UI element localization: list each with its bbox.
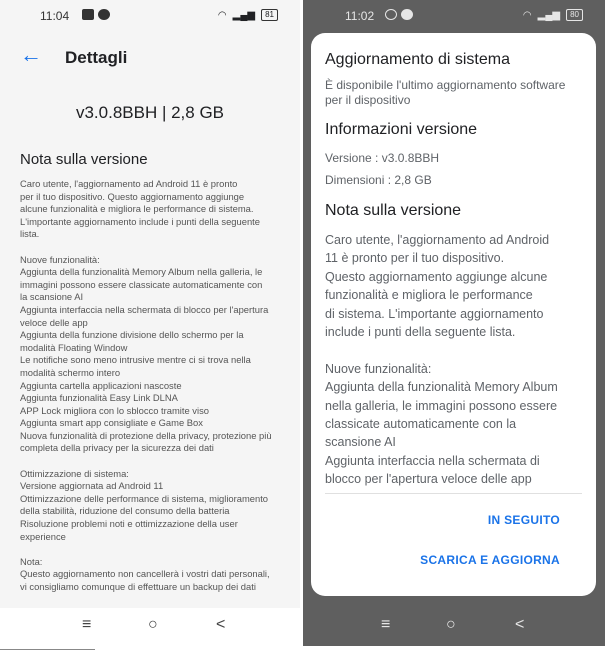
notes-line: Aggiunta interfaccia nella schermata di <box>325 453 540 468</box>
notes-line: della stabilità, riduzione del consumo della batteria <box>20 505 230 517</box>
dialog-subtitle: È disponibile l'ultimo aggiornamento software per il dispositivo <box>325 78 566 107</box>
notes-line: Risoluzione problemi noti e ottimizzazione della user <box>20 518 238 530</box>
version-value: Versione : v3.0.8BBH <box>325 151 440 165</box>
back-arrow-icon[interactable]: ← <box>20 42 42 67</box>
notes-line: funzionalità e migliora le performance <box>325 288 533 303</box>
notes-line: lista. <box>20 228 40 240</box>
home-icon[interactable]: ○ <box>148 616 158 633</box>
notes-line: Aggiunta cartella applicazioni nascoste <box>20 379 182 391</box>
release-notes-title: Nota sulla versione <box>325 202 462 219</box>
notes-paragraph <box>20 254 292 456</box>
notes-line: immagini possono essere classicate automaticamente con <box>20 278 263 290</box>
app-bar <box>0 42 300 72</box>
battery-icon: 81 <box>261 9 278 21</box>
version-info-title: Informazioni versione <box>325 121 478 138</box>
notes-line: Nuove funzionalità: <box>20 253 100 265</box>
dialog-divider <box>325 493 582 494</box>
download-and-update-button[interactable]: SCARICA E AGGIORNA <box>420 553 560 567</box>
app-notification-icon <box>401 9 413 20</box>
status-right-icons <box>218 9 278 21</box>
notes-line: Nuova funzionalità di protezione della privacy, protezione più <box>20 429 272 441</box>
notes-line: veloce delle app <box>20 316 88 328</box>
notes-line: Questo aggiornamento non cancellerà i vostri dati personali, <box>20 568 270 580</box>
notes-line: Versione aggiornata ad Android 11 <box>20 480 164 492</box>
notes-line: Aggiunta interfaccia nella schermata di blocco per l'apertura <box>20 303 269 315</box>
notes-line: Aggiunta della funzionalità Memory Album <box>325 380 558 395</box>
release-notes-title: Nota sulla versione <box>20 151 148 168</box>
notes-line: Aggiunta della funzionalità Memory Album nella galleria, le <box>20 266 263 278</box>
notes-line: Questo aggiornamento aggiunge alcune <box>325 269 548 284</box>
signal-icon: ▂▄▆ <box>232 9 256 21</box>
notes-line: classicate automaticamente con la <box>325 417 517 432</box>
notes-line: Nota: <box>20 555 43 567</box>
navigation-bar <box>0 608 300 646</box>
notes-line: scansione AI <box>325 435 396 450</box>
notes-paragraph <box>20 556 292 594</box>
wifi-icon: ◠ <box>217 9 227 21</box>
system-update-dialog <box>311 33 596 596</box>
notes-line: Ottimizzazione delle performance di sistema, miglioramento <box>20 492 269 504</box>
notes-line: nella galleria, le immagini possono essere <box>325 398 558 413</box>
notes-line: per il tuo dispositivo. Questo aggiornamento aggiunge <box>20 190 245 202</box>
notes-line: L'importante aggiornamento include i punti della seguente <box>20 215 260 227</box>
notes-line: la scansione AI <box>20 291 84 303</box>
right-phone-screen <box>303 0 605 646</box>
version-summary: v3.0.8BBH | 2,8 GB <box>75 103 225 122</box>
status-time: 11:04 <box>40 9 70 23</box>
notes-line: di sistema. L'importante aggiornamento <box>325 306 544 321</box>
notes-line: Aggiunta funzionalità Easy Link DLNA <box>20 392 178 404</box>
signal-icon: ▂▄▆ <box>537 9 561 21</box>
notes-line: Caro utente, l'aggiornamento ad Android <box>325 233 550 247</box>
back-icon[interactable]: < <box>515 616 525 633</box>
notes-line: alcune funzionalità e migliora le performance di sistema. <box>20 203 254 215</box>
notes-line: Le notifiche sono meno intrusive mentre ci si trova nella <box>20 354 251 366</box>
notes-line: Nuove funzionalità: <box>325 361 432 376</box>
left-phone-screen <box>0 0 300 646</box>
notes-paragraph <box>20 178 292 241</box>
corner-line <box>0 649 95 653</box>
notes-line: modalità schermo intero <box>20 366 121 378</box>
battery-icon: 80 <box>566 9 583 21</box>
notes-paragraph <box>325 360 587 486</box>
notes-paragraph <box>325 231 587 341</box>
menu-icon[interactable]: ≡ <box>82 616 92 633</box>
notes-line: blocco per l'apertura veloce delle app <box>325 472 532 486</box>
status-bar <box>0 0 300 32</box>
status-bar <box>303 0 605 32</box>
notes-line: include i punti della seguente lista. <box>325 325 516 340</box>
notes-line: Aggiunta della funzione divisione dello schermo per la <box>20 329 244 341</box>
release-notes-body[interactable] <box>325 231 587 486</box>
notes-line: completa della privacy per la sicurezza dei dati <box>20 442 214 454</box>
release-notes-body <box>20 178 292 606</box>
notification-icon <box>82 9 94 20</box>
dialog-title: Aggiornamento di sistema <box>325 51 510 68</box>
status-time: 11:02 <box>345 9 375 23</box>
navigation-bar <box>303 608 605 646</box>
sync-icon <box>385 9 397 20</box>
notes-line: modalità Floating Window <box>20 341 128 353</box>
notes-line: vi consigliamo comunque di effettuare un backup dei dati <box>20 581 256 592</box>
notes-line: experience <box>20 530 66 542</box>
home-icon[interactable]: ○ <box>446 616 456 633</box>
wifi-icon: ◠ <box>522 9 532 21</box>
notes-line: 11 è pronto per il tuo dispositivo. <box>325 251 505 266</box>
notes-line: Caro utente, l'aggiornamento ad Android 11 è pronto <box>20 178 238 189</box>
notes-paragraph <box>20 468 292 544</box>
page-title: Dettagli <box>65 48 128 67</box>
back-icon[interactable]: < <box>216 616 226 633</box>
status-right-icons <box>523 9 583 21</box>
menu-icon[interactable]: ≡ <box>381 616 391 633</box>
size-value: Dimensioni : 2,8 GB <box>325 173 432 187</box>
app-notification-icon <box>98 9 110 20</box>
notes-line: APP Lock migliora con lo sblocco tramite viso <box>20 404 209 416</box>
notes-line: Ottimizzazione di sistema: <box>20 467 129 479</box>
later-button[interactable]: IN SEGUITO <box>487 513 560 527</box>
notes-line: Aggiunta smart app consigliate e Game Box <box>20 417 203 429</box>
